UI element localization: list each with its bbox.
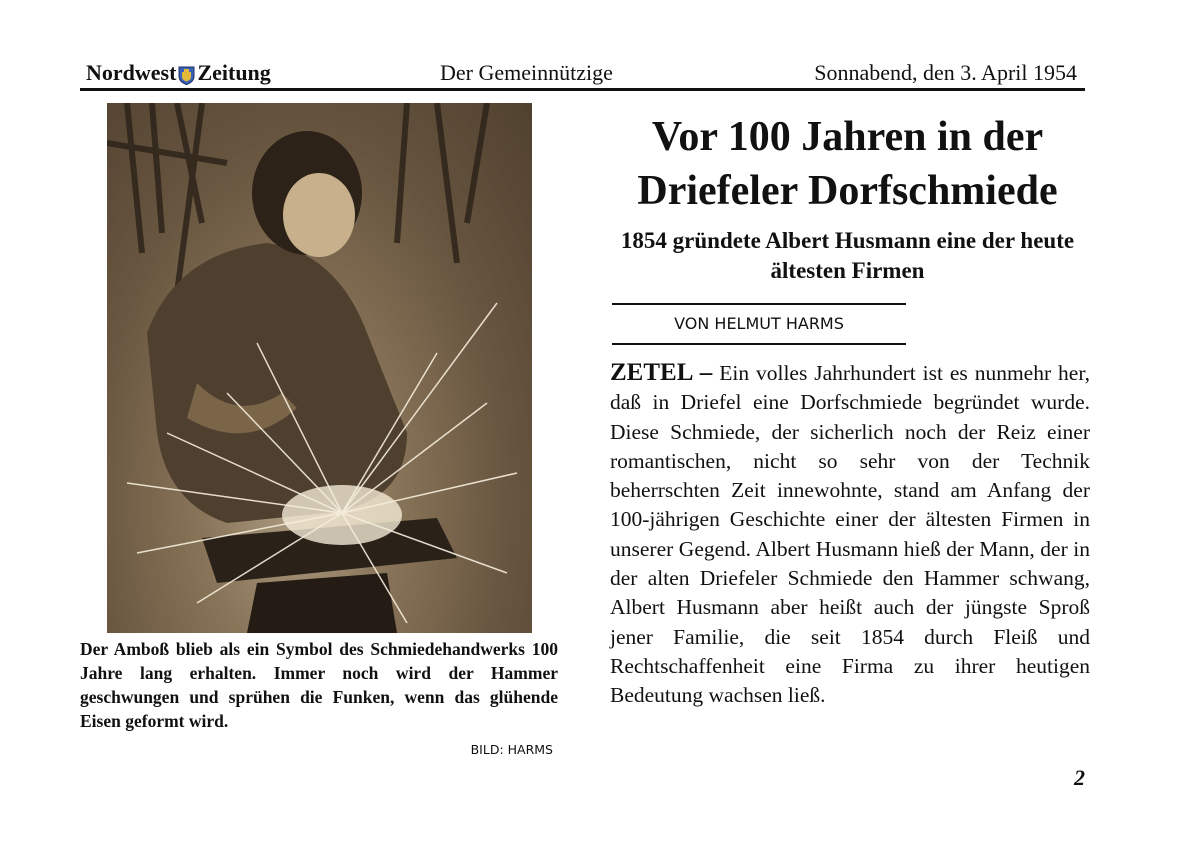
newspaper-name-right: Zeitung (197, 60, 271, 85)
newspaper-name (86, 60, 271, 86)
article-byline: VON HELMUT HARMS (674, 314, 844, 333)
newspaper-header (80, 60, 1085, 91)
page-number: 2 (1074, 765, 1085, 790)
blacksmith-photo (107, 103, 532, 633)
article-body (610, 358, 1090, 711)
issue-date: Sonnabend, den 3. April 1954 (814, 60, 1077, 85)
article-subheadline: 1854 gründete Albert Husmann eine der heute ältesten Firmen (620, 228, 1075, 283)
newspaper-subtitle: Der Gemeinnützige (440, 60, 613, 85)
photo-credit: BILD: HARMS (470, 742, 553, 757)
article-body-text: Ein volles Jahrhundert ist es nunmehr her, daß in Driefel eine Dorfschmiede begründet wurde. Diese Schmiede, der sicherlich noch der Reiz einer romantischen, nicht so sehr von der Technik beherrschten Zeit innewohnte, stand am Anfang der 100-jährigen Geschichte einer der ältesten Firmen in unserer Gegend. Albert Husmann hieß der Mann, der in der alten Driefeler Schmiede den Hammer schwang, Albert Husmann aber heißt auch der jüngste Sproß jener Familie, die seit 1854 durch Fleiß und Rechtschaffenheit eine Firma zu ihrer heutigen Bedeutung wachsen ließ. (610, 361, 1091, 708)
article-dateline: ZETEL – (610, 359, 713, 386)
coat-of-arms-icon (178, 65, 195, 84)
byline-top-rule (612, 303, 906, 305)
article-headline: Vor 100 Jahren in der Driefeler Dorfschmiede (637, 114, 1058, 214)
byline-bottom-rule (612, 343, 906, 345)
newspaper-name-left: Nordwest (86, 60, 177, 85)
photo-caption: Der Amboß blieb als ein Symbol des Schmiedehandwerks 100 Jahre lang erhalten. Immer noch wird der Hammer geschwungen und sprühen die Funken, wenn das glühende Eisen geformt wird. (80, 639, 558, 731)
